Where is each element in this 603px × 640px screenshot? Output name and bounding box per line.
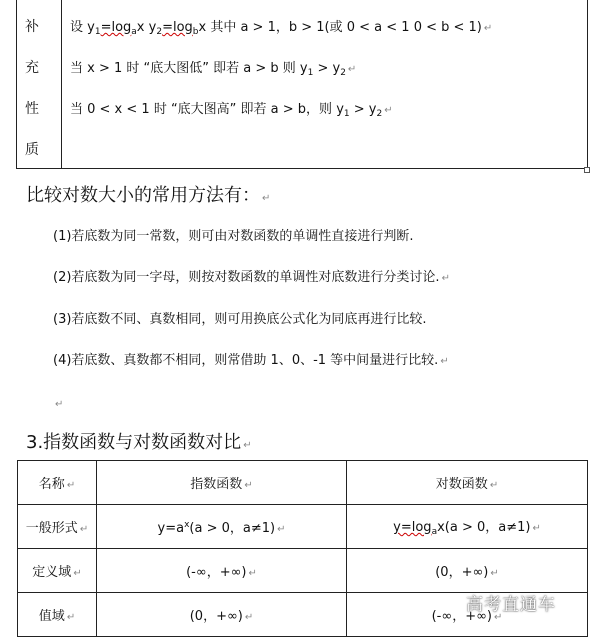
- table-cell: $y=a^x(a > 0$，a≠1) ↵: [97, 505, 347, 549]
- table-header-cell: 指数函数 ↵: [97, 461, 347, 505]
- label-char: 补: [25, 19, 39, 35]
- table-header-row: [18, 461, 588, 505]
- label-char: 充: [25, 60, 39, 76]
- table-header-cell: 对数函数 ↵: [347, 461, 588, 505]
- method-item: (2)若底数为同一字母，则按对数函数的单调性对底数进行分类讨论. ↵: [53, 270, 450, 285]
- label-char: 质: [25, 142, 39, 158]
- table-cell: (0，+∞) ↵: [97, 593, 347, 637]
- table-row-label: 定义域 ↵: [18, 549, 97, 593]
- method-item: (3)若底数不同、真数相同，则可用换底公式化为同底再进行比较.: [53, 312, 427, 327]
- section-title: 比较对数大小的常用方法有： ↵: [26, 185, 271, 206]
- table-row: [18, 505, 588, 549]
- table-row: [18, 549, 588, 593]
- paragraph-mark: ↵: [347, 64, 357, 75]
- table-header-cell: 名称 ↵: [18, 461, 97, 505]
- paragraph-mark: ↵: [384, 105, 393, 116]
- method-item: (4)若底数、真数都不相同，则常借助 1、0、-1 等中间量进行比较. ↵: [53, 353, 449, 368]
- table-cell: (-∞，+∞) ↵: [347, 593, 588, 637]
- table-row-label: 一般形式 ↵: [18, 505, 97, 549]
- supplement-box: [16, 0, 588, 169]
- paragraph-mark: ↵: [483, 23, 493, 34]
- table-cell: (-∞，+∞) ↵: [97, 549, 347, 593]
- watermark: 高考直通车: [466, 595, 556, 615]
- table-resize-handle[interactable]: [584, 167, 590, 173]
- table-title: 3.指数函数与对数函数对比 ↵: [26, 432, 252, 453]
- supplement-line-1: 设 $y_1=\log_ax$ $y_2=\log_bx$ 其中 a > 1，b > 1(或 0 < a < 1 0 < b < 1) ↵: [70, 20, 493, 37]
- label-char: 性: [25, 101, 39, 117]
- supplement-line-3: 当 0 < x < 1 时 “底大图高” 即若 a > b，则 $y_1 > y_2$ ↵: [70, 102, 393, 119]
- table-cell: (0，+∞) ↵: [347, 549, 588, 593]
- empty-paragraph: ↵: [55, 399, 64, 410]
- method-item: (1)若底数为同一常数，则可由对数函数的单调性直接进行判断.: [53, 229, 414, 244]
- supplement-line-2: 当 x > 1 时 “底大图低” 即若 a > b 则 $y_1 > y_2$ ↵: [70, 61, 357, 78]
- table-cell: $y=\log_ax(a > 0$，a≠1) ↵: [347, 505, 588, 549]
- table-row-label: 值域 ↵: [18, 593, 97, 637]
- box-divider: [61, 0, 62, 168]
